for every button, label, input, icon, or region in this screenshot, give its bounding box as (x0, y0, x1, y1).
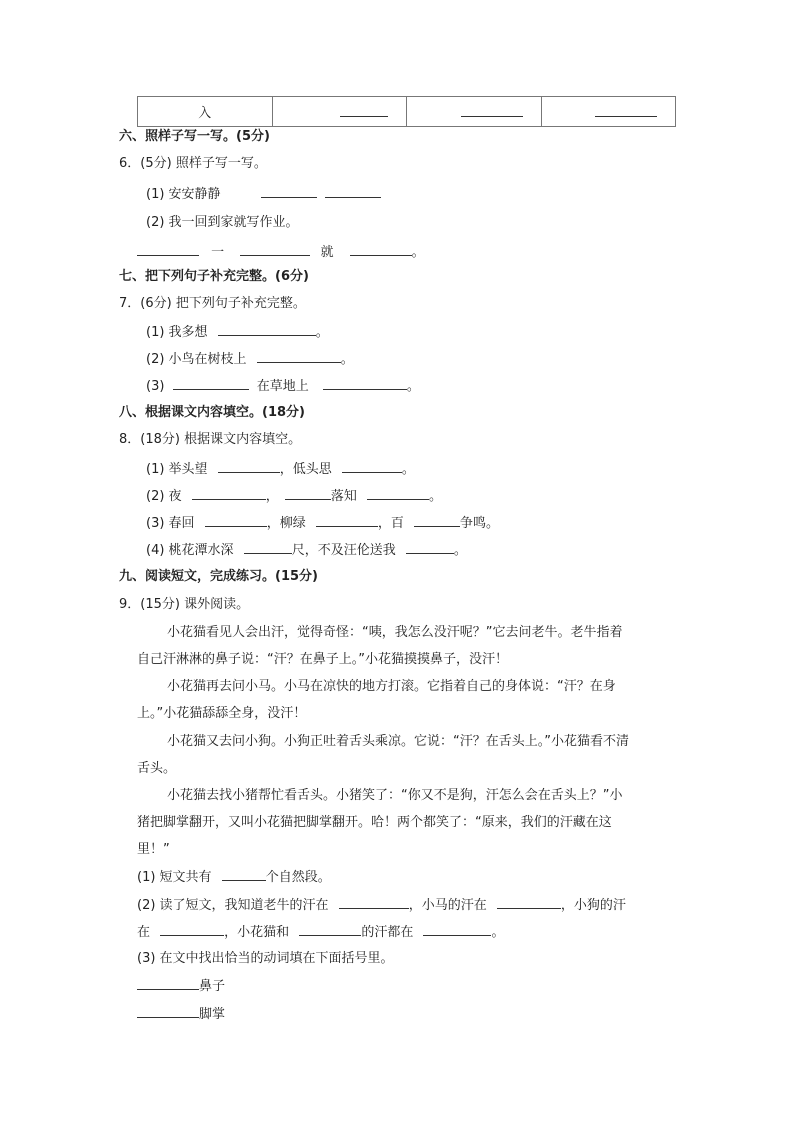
answer-blank[interactable] (406, 541, 454, 554)
item-text: 一 (211, 245, 225, 260)
section-heading-8: 八、根据课文内容填空。(18分) (119, 405, 305, 420)
question-6-item-1 (146, 185, 794, 204)
answer-blank[interactable] (257, 350, 341, 363)
answer-blank[interactable] (218, 323, 316, 336)
passage-line: 猪把脚掌翻开，又叫小花猫把脚掌翻开。哈！两个都笑了：“原来，我们的汗藏在这 (137, 815, 612, 830)
item-text: 。 (315, 325, 329, 340)
section-heading-9: 九、阅读短文，完成练习。(15分) (119, 569, 318, 584)
item-text: (3) 春回 (146, 516, 195, 531)
answer-blank[interactable] (205, 514, 267, 527)
answer-blank[interactable] (285, 487, 331, 500)
item-text: (1) 我多想 (146, 325, 208, 340)
answer-blank[interactable] (240, 243, 310, 256)
item-text: 在草地上 (256, 379, 309, 394)
answer-blank[interactable] (222, 868, 266, 881)
question-8-item-4 (146, 541, 794, 560)
item-text: 个自然段。 (265, 870, 331, 885)
item-text: 争鸣。 (460, 516, 500, 531)
question-6-answer-line (137, 243, 794, 262)
item-text: (2) 小鸟在树枝上 (146, 352, 247, 367)
passage-line: 上。”小花猫舔舔全身，没汗！ (137, 706, 307, 721)
item-text: (1) 举头望 (146, 462, 208, 477)
answer-blank[interactable] (414, 514, 460, 527)
verb-blank-line-2 (137, 1005, 794, 1024)
item-text: 。 (340, 352, 354, 367)
passage-line: 小花猫看见人会出汗，觉得奇怪：“咦，我怎么没汗呢？”它去问老牛。老牛指着 (167, 625, 623, 640)
answer-blank[interactable] (367, 487, 429, 500)
question-9: 9．(15分) 课外阅读。 (119, 597, 250, 612)
item-text: (1) 安安静静 (146, 187, 221, 202)
passage-line: 自己汗淋淋的鼻子说：“汗？在鼻子上。”小花猫摸摸鼻子，没汗！ (137, 652, 508, 667)
answer-blank[interactable] (323, 377, 407, 390)
answer-blank[interactable] (218, 460, 280, 473)
table-cell-label: 入 (138, 97, 273, 127)
answer-blank[interactable] (173, 377, 249, 390)
item-text: 鼻子 (199, 979, 226, 994)
answer-blank[interactable] (339, 896, 409, 909)
answer-blank[interactable] (316, 514, 378, 527)
answer-blank[interactable] (423, 923, 491, 936)
section-heading-6: 六、照样子写一写。(5分) (119, 129, 270, 144)
question-7-item-3 (146, 377, 794, 396)
item-text: 的汗都在 (361, 925, 414, 940)
item-text: ，百 (377, 516, 404, 531)
table-cell-blank[interactable] (407, 97, 542, 127)
passage-line: 小花猫又去问小狗。小狗正吐着舌头乘凉。它说：“汗？在舌头上。”小花猫看不清 (167, 734, 629, 749)
answer-blank[interactable] (137, 243, 199, 256)
answer-blank[interactable] (160, 923, 224, 936)
item-text: (2) 夜 (146, 489, 182, 504)
question-9-item-1 (137, 868, 794, 887)
passage-line: 里！” (137, 842, 170, 857)
item-text: 。 (453, 543, 467, 558)
item-text: 。 (491, 925, 505, 940)
item-text: 。 (411, 245, 425, 260)
section-heading-7: 七、把下列句子补充完整。(6分) (119, 269, 309, 284)
question-8-item-1 (146, 460, 794, 479)
answer-blank[interactable] (342, 460, 402, 473)
item-text: ，低头思 (279, 462, 332, 477)
question-7-item-1 (146, 323, 794, 342)
item-text: (3) (146, 379, 165, 394)
answer-blank[interactable] (192, 487, 266, 500)
item-text: 。 (401, 462, 415, 477)
answer-blank[interactable] (299, 923, 361, 936)
verb-blank-line-1 (137, 977, 794, 996)
passage-line: 小花猫去找小猪帮忙看舌头。小猪笑了：“你又不是狗，汗怎么会在舌头上？”小 (167, 788, 623, 803)
answer-blank[interactable] (497, 896, 561, 909)
passage-line: 小花猫再去问小马。小马在凉快的地方打滚。它指着自己的身体说：“汗？在身 (167, 679, 616, 694)
item-text: ，小马的汗在 (408, 898, 487, 913)
question-7-item-2 (146, 350, 794, 369)
item-text: ，小狗的汗 (560, 898, 626, 913)
item-text: (1) 短文共有 (137, 870, 212, 885)
table-cell-blank[interactable] (541, 97, 676, 127)
question-6-item-2: (2) 我一回到家就写作业。 (146, 215, 299, 230)
question-7: 7．(6分) 把下列句子补充完整。 (119, 296, 306, 311)
question-9-item-2-cont (137, 923, 794, 942)
question-8-item-3 (146, 514, 794, 533)
question-8-item-2 (146, 487, 794, 506)
item-text: ，小花猫和 (224, 925, 290, 940)
item-text: 在 (137, 925, 151, 940)
item-text: 脚掌 (199, 1007, 226, 1022)
item-text: 尺，不及汪伦送我 (291, 543, 396, 558)
item-text: 就 (320, 245, 334, 260)
item-text: 。 (406, 379, 420, 394)
table-row (138, 97, 676, 127)
answer-table (137, 96, 676, 127)
answer-blank[interactable] (261, 185, 317, 198)
item-text: ，柳绿 (266, 516, 306, 531)
question-9-item-2 (137, 896, 794, 915)
question-6: 6．(5分) 照样子写一写。 (119, 156, 267, 171)
question-8: 8．(18分) 根据课文内容填空。 (119, 432, 302, 447)
answer-blank[interactable] (350, 243, 412, 256)
item-text: 落知 (330, 489, 357, 504)
answer-blank[interactable] (325, 185, 381, 198)
question-9-item-3: (3) 在文中找出恰当的动词填在下面括号里。 (137, 951, 394, 966)
table-cell-blank[interactable] (272, 97, 407, 127)
passage-line: 舌头。 (137, 761, 177, 776)
item-text: (2) 读了短文，我知道老牛的汗在 (137, 898, 329, 913)
item-text: 。 (429, 489, 443, 504)
item-text: ， (265, 489, 279, 504)
answer-blank[interactable] (137, 1005, 199, 1018)
item-text: (4) 桃花潭水深 (146, 543, 234, 558)
answer-blank[interactable] (244, 541, 292, 554)
answer-blank[interactable] (137, 977, 199, 990)
